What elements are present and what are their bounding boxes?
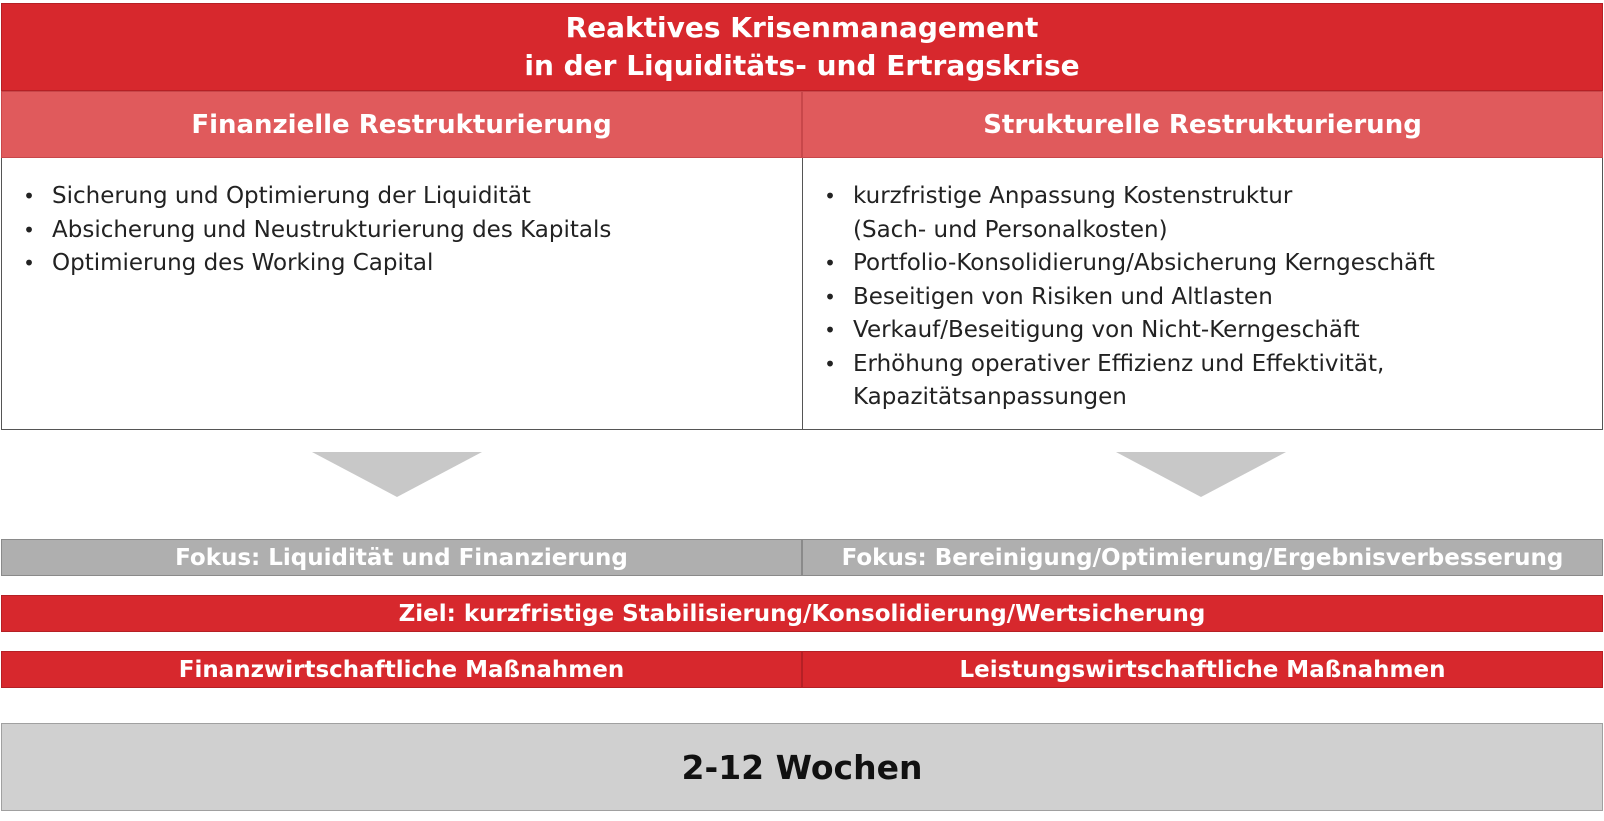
list-item bbox=[815, 247, 1602, 281]
bullet-icon: • bbox=[23, 217, 35, 242]
goal-bar: Ziel: kurzfristige Stabilisierung/Konsolidierung/Wertsicherung bbox=[1, 595, 1603, 632]
bullet-icon: • bbox=[23, 184, 35, 208]
structural-restructuring-header: Strukturelle Restrukturierung bbox=[802, 91, 1603, 158]
title-line-1: Reaktives Krisenmanagement bbox=[565, 11, 1039, 44]
list-item bbox=[815, 281, 1602, 315]
list-item-text: kurzfristige Anpassung Kostenstruktur (Sach- und Personalkosten) bbox=[853, 183, 1293, 243]
list-item bbox=[14, 247, 802, 281]
title-line-2: in der Liquiditäts- und Ertragskrise bbox=[524, 49, 1080, 82]
structural-measures-box bbox=[802, 158, 1603, 430]
financial-measures-list bbox=[2, 158, 802, 281]
list-item-text: Portfolio-Konsolidierung/Absicherung Kerngeschäft bbox=[853, 250, 1435, 276]
list-item-text: Beseitigen von Risiken und Altlasten bbox=[853, 283, 1273, 310]
bullet-icon: • bbox=[824, 251, 836, 275]
bullet-icon: • bbox=[824, 351, 836, 376]
structural-measures-list bbox=[803, 158, 1602, 415]
bullet-icon: • bbox=[824, 318, 836, 342]
list-item bbox=[815, 348, 1602, 415]
list-item bbox=[815, 180, 1602, 247]
list-item-text: Verkauf/Beseitigung von Nicht-Kerngeschäft bbox=[853, 317, 1360, 343]
list-item-text: Optimierung des Working Capital bbox=[52, 250, 434, 276]
fokus-structural-bar: Fokus: Bereinigung/Optimierung/Ergebnisverbesserung bbox=[802, 539, 1603, 576]
list-item-text: Absicherung und Neustrukturierung des Kapitals bbox=[52, 216, 612, 243]
down-arrow-right-icon bbox=[1116, 452, 1286, 497]
financial-measures-bar: Finanzwirtschaftliche Maßnahmen bbox=[1, 651, 802, 688]
fokus-financial-bar: Fokus: Liquidität und Finanzierung bbox=[1, 539, 802, 576]
financial-restructuring-header: Finanzielle Restrukturierung bbox=[1, 91, 802, 158]
list-item-text: Erhöhung operativer Effizienz und Effektivität, Kapazitätsanpassungen bbox=[853, 350, 1385, 410]
bullet-icon: • bbox=[824, 184, 836, 208]
list-item bbox=[14, 214, 802, 248]
financial-measures-box bbox=[1, 158, 802, 430]
down-arrow-left-icon bbox=[312, 452, 482, 497]
duration-bar: 2-12 Wochen bbox=[1, 723, 1603, 811]
list-item-text: Sicherung und Optimierung der Liquidität bbox=[52, 183, 531, 209]
list-item bbox=[815, 314, 1602, 348]
operational-measures-bar: Leistungswirtschaftliche Maßnahmen bbox=[802, 651, 1603, 688]
list-item bbox=[14, 180, 802, 214]
bullet-icon: • bbox=[824, 284, 836, 309]
diagram-title bbox=[1, 3, 1603, 91]
bullet-icon: • bbox=[23, 251, 35, 275]
